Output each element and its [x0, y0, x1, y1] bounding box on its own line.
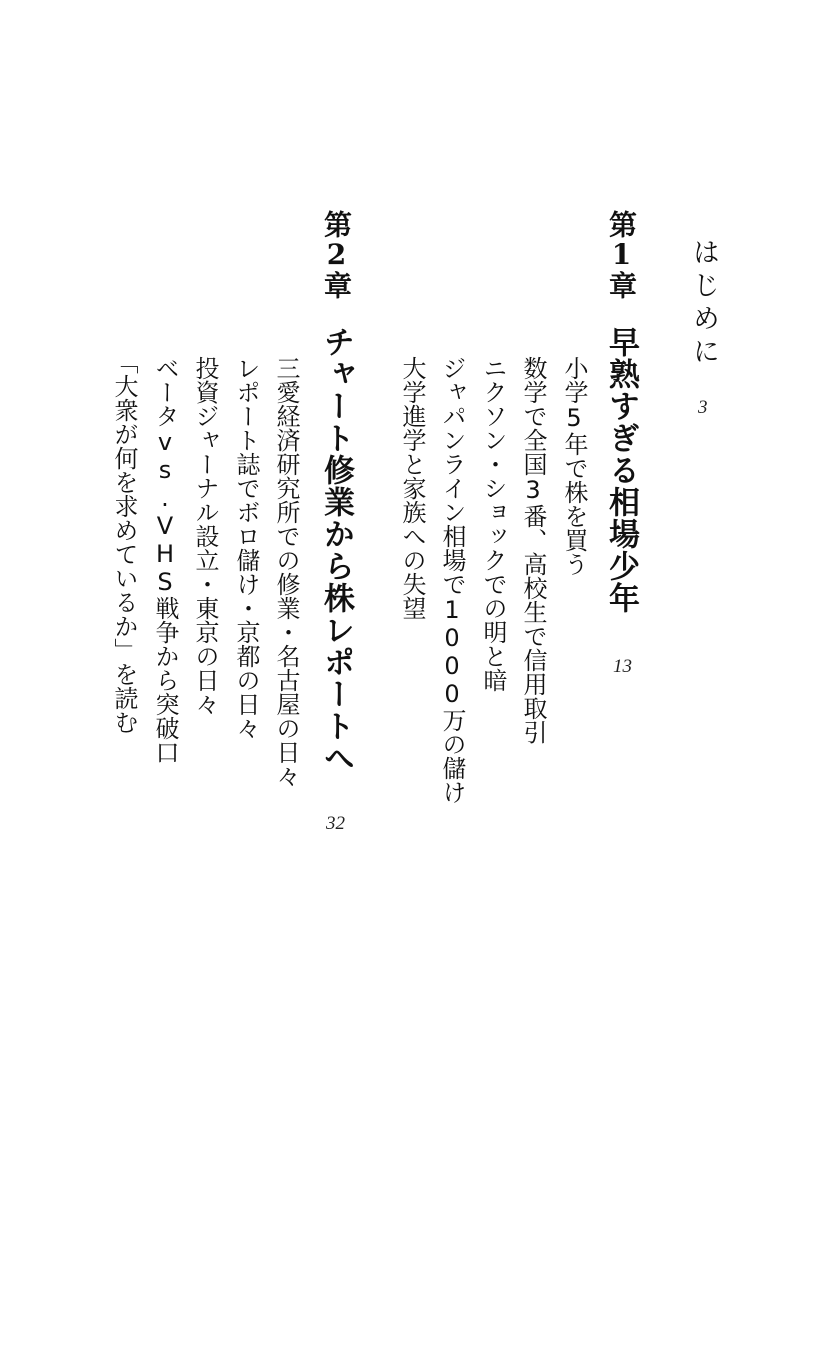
chapter-1-section: ジャパンライン相場で1000万の儲け [438, 356, 466, 804]
chapter-1-page-number: 13 [613, 656, 632, 677]
chapter-1-section: 大学進学と家族への失望 [398, 356, 426, 620]
chapter-2-page-number: 32 [326, 813, 345, 834]
chapter-2-section: 「大衆が何を求めているか」を読む [110, 350, 138, 734]
chapter-2-section: ベータvs.VHS戦争から突破口 [151, 356, 179, 764]
chapter-1-section: 数学で全国3番、高校生で信用取引 [519, 356, 547, 744]
intro-title: はじめに [688, 238, 719, 370]
chapter-2-label: 第2章 [320, 210, 353, 299]
chapter-2-section: レポート誌でボロ儲け・京都の日々 [232, 356, 260, 740]
chapter-1-title: 早熟すぎる相場少年 [603, 326, 639, 614]
intro-page-number: 3 [698, 397, 708, 418]
chapter-2-title: チャート修業から株レポートへ [318, 326, 354, 774]
chapter-2-section: 投資ジャーナル設立・東京の日々 [191, 356, 219, 716]
chapter-2-section: 三愛経済研究所での修業・名古屋の日々 [272, 356, 300, 788]
chapter-1-label: 第1章 [605, 210, 638, 299]
chapter-1-section: ニクソン・ショックでの明と暗 [479, 356, 507, 692]
chapter-1-section: 小学5年で株を買う [560, 356, 588, 576]
